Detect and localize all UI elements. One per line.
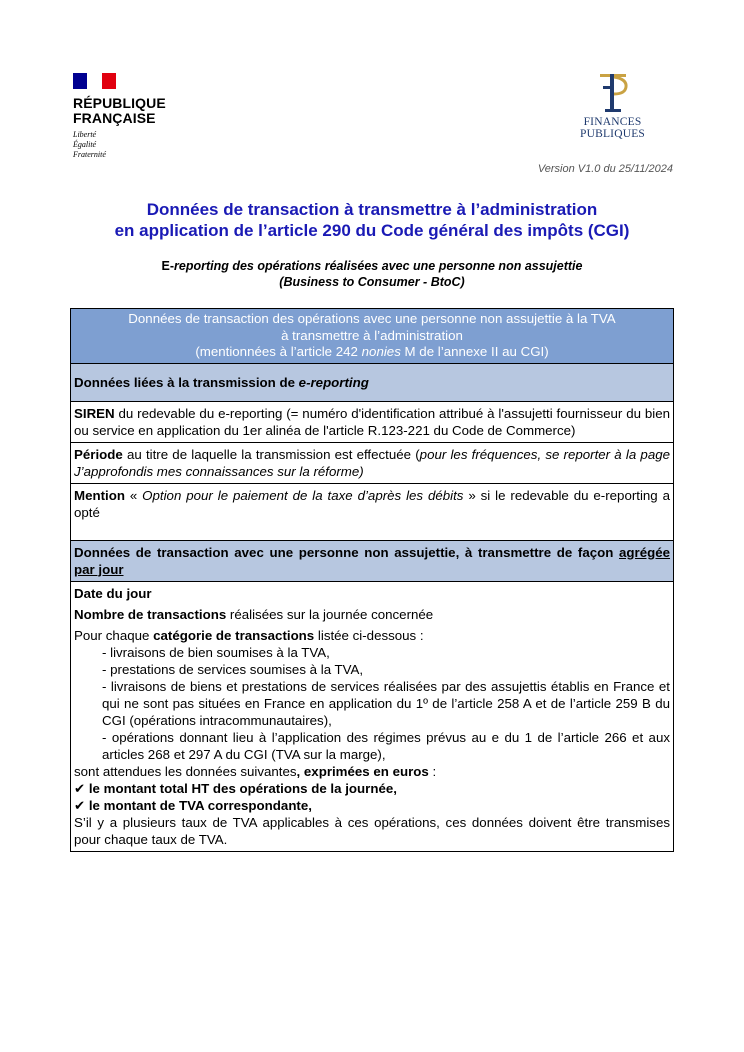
periode-cell: Période au titre de laquelle la transmission est effectuée (pour les fréquences, se reporter à la page J’approfondis mes connaissances sur la réforme) [71, 442, 674, 483]
section-header-transaction: Données de transaction avec une personne non assujettie, à transmettre de façon agrégée par jour [71, 540, 674, 581]
finances-publiques-emblem-icon [596, 72, 630, 114]
table-row [71, 309, 674, 364]
transaction-details-cell: Date du jour Nombre de transactions réalisées sur la journée concernée Pour chaque catégorie de transactions listée ci-dessous : - livraisons de bien soumises à la TVA, - prestations de services soumises à la TVA, - livraisons de biens et prestations de services réalisées par des assujettis établis en France et qui ne sont pas situées en France en application du 1º de l’article 258 A et de l’article 259 B du CGI (opérations intracommunautaires), - opérations donnant lieu à l’application des régimes prévus au e du 1 de l’article 266 et aux articles 268 et 297 A du CGI (TVA sur la marge), sont attendues les données suivantes, exprimées en euros : ✔ le montant total HT des opérations de la journée, ✔ le montant de TVA correspondante, S’il y a plusieurs taux de TVA applicables à ces opérations, ces données doivent être transmises pour chaque taux de TVA. [71, 581, 674, 851]
french-flag-icon [73, 73, 116, 89]
fp-name: FINANCES PUBLIQUES [579, 116, 646, 140]
list-item: - livraisons de biens et prestations de services réalisées par des assujettis établis en France et qui ne sont pas situées en France en application du 1º de l’article 258 A et de l’article 259 B du CGI (opérations intracommunautaires), [102, 678, 670, 728]
check-item: ✔ le montant de TVA correspondante, [74, 797, 312, 813]
table-row [71, 442, 674, 483]
rf-motto: Liberté Égalité Fraternité [73, 130, 106, 159]
republique-francaise-logo [73, 73, 183, 160]
transaction-data-table [70, 308, 674, 852]
page-title: Données de transaction à transmettre à l’administration en application de l’article 290 du Code général des impôts (CGI) [114, 200, 630, 240]
table-row [71, 540, 674, 581]
version-label: Version V1.0 du 25/11/2024 [537, 163, 673, 175]
check-item: ✔ le montant total HT des opérations de la journée, [74, 780, 397, 796]
table-row [71, 483, 674, 540]
table-row [71, 363, 674, 401]
section-header-transmission: Données liées à la transmission de e-reporting [71, 363, 674, 401]
list-item: - livraisons de bien soumises à la TVA, [102, 644, 330, 660]
mention-cell: Mention « Option pour le paiement de la taxe d’après les débits » si le redevable du e-reporting a opté [71, 483, 674, 540]
table-row [71, 401, 674, 442]
rf-name: RÉPUBLIQUE FRANÇAISE [73, 95, 166, 126]
date-label: Date du jour [74, 585, 152, 601]
page-subtitle: E-reporting des opérations réalisées avec une personne non assujettie (Business to Consumer - BtoC) [161, 259, 583, 289]
list-item: - opérations donnant lieu à l’application des régimes prévus au e du 1 de l’article 266 et aux articles 268 et 297 A du CGI (TVA sur la marge), [102, 729, 670, 762]
table-main-header: Données de transaction des opérations avec une personne non assujettie à la TVA à transmettre à l’administration (mentionnées à l’article 242 nonies M de l’annexe II au CGI) [71, 309, 674, 364]
siren-cell: SIREN du redevable du e-reporting (= numéro d'identification attribué à l'assujetti fournisseur du bien ou service en application du 1er alinéa de l'article R.123-221 du Code de Commerce) [71, 401, 674, 442]
finances-publiques-logo [550, 72, 675, 140]
list-item: - prestations de services soumises à la TVA, [102, 661, 364, 677]
taux-note: S’il y a plusieurs taux de TVA applicables à ces opérations, ces données doivent être transmises pour chaque taux de TVA. [74, 814, 670, 847]
table-row [71, 581, 674, 851]
